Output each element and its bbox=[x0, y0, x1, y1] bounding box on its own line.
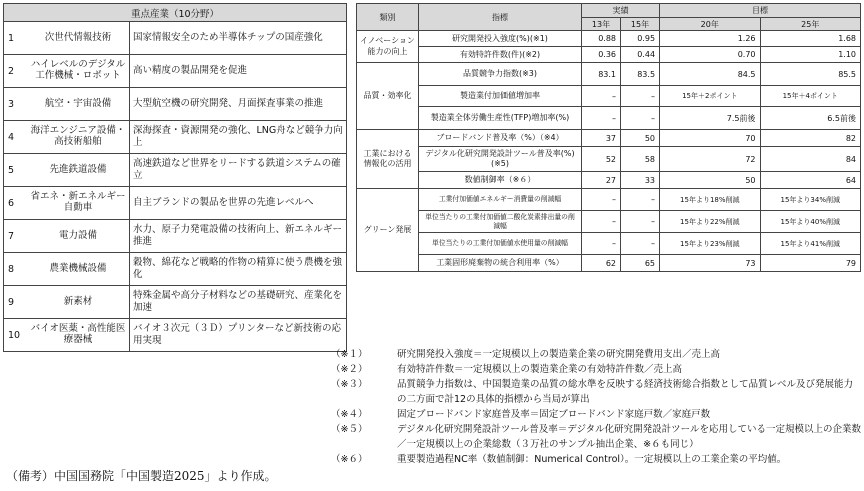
value-cell: 6.5前後 bbox=[760, 107, 861, 130]
value-cell: 0.70 bbox=[660, 47, 760, 63]
industry-description: 国家情報安全のため半導体チップの国産強化 bbox=[130, 22, 347, 55]
footnote-label: （※３） bbox=[331, 379, 368, 390]
value-cell: 15年＋2ポイント bbox=[660, 86, 760, 107]
value-cell: – bbox=[621, 86, 660, 107]
industry-number: 7 bbox=[4, 220, 28, 253]
value-cell: 15年より18%削減 bbox=[660, 189, 760, 211]
value-cell: – bbox=[582, 233, 621, 255]
industry-row bbox=[4, 286, 347, 319]
indicator-cell: 製造業全体労働生産性(TFP)増加率(%) bbox=[419, 107, 582, 130]
value-cell: 70 bbox=[660, 130, 760, 147]
value-cell: 58 bbox=[621, 147, 660, 172]
value-cell: 85.5 bbox=[760, 63, 861, 86]
target-header: 目標 bbox=[660, 4, 861, 18]
industry-row bbox=[4, 88, 347, 121]
industry-description: 特殊金属や高分子材料などの基礎研究、産業化を加速 bbox=[130, 286, 347, 319]
footnote-text: 有効特許件数＝一定規模以上の製造業企業の有効特許件数／売上高 bbox=[397, 364, 683, 375]
industry-number: 10 bbox=[4, 319, 28, 352]
footnote-text: 品質競争力指数は、中国製造業の品質の総水準を反映する経済技術総合指数として品質レベル及び発展能力の二方面で計12の具体的指標から当局が算出 bbox=[397, 379, 854, 405]
value-cell: 84.5 bbox=[660, 63, 760, 86]
industry-description: 自主ブランドの製品を世界の先進レベルへ bbox=[130, 187, 347, 220]
value-cell: – bbox=[621, 107, 660, 130]
source-note: （備考）中国国務院「中国製造2025」より作成。 bbox=[6, 469, 277, 483]
year-header: 13年 bbox=[582, 18, 621, 31]
value-cell: 0.44 bbox=[621, 47, 660, 63]
industry-number: 8 bbox=[4, 253, 28, 286]
category-cell: 工業における情報化の活用 bbox=[357, 130, 419, 189]
industry-description: 高速鉄道など世界をリードする鉄道システムの確立 bbox=[130, 154, 347, 187]
footnote bbox=[331, 452, 861, 467]
value-cell: 83.1 bbox=[582, 63, 621, 86]
key-industries-header: 重点産業（10分野） bbox=[4, 4, 347, 22]
value-cell: 82 bbox=[760, 130, 861, 147]
category-cell: イノベーション能力の向上 bbox=[357, 31, 419, 63]
indicator-cell: 品質競争力指数(※3) bbox=[419, 63, 582, 86]
value-cell: 15年より34%削減 bbox=[760, 189, 861, 211]
indicator-row bbox=[357, 189, 861, 211]
value-cell: 15年より22%削減 bbox=[660, 211, 760, 233]
industry-name: 電力設備 bbox=[27, 220, 130, 253]
value-cell: 7.5前後 bbox=[660, 107, 760, 130]
industry-row bbox=[4, 154, 347, 187]
indicator-row bbox=[357, 147, 861, 172]
indicator-cell: ブロードバンド普及率（%）（※4） bbox=[419, 130, 582, 147]
industry-name: 次世代情報技術 bbox=[27, 22, 130, 55]
value-cell: 52 bbox=[582, 147, 621, 172]
industry-row bbox=[4, 22, 347, 55]
indicator-row bbox=[357, 211, 861, 233]
footnote-text: 研究開発投入強度＝一定規模以上の製造業企業の研究開発費用支出／売上高 bbox=[397, 349, 721, 360]
industry-name: 省エネ・新エネルギー自動車 bbox=[27, 187, 130, 220]
indicator-cell: 単位当たりの工業付加価値水使用量の削減幅 bbox=[419, 233, 582, 255]
industry-number: 6 bbox=[4, 187, 28, 220]
footnote-text: デジタル化研究開発設計ツール普及率＝デジタル化研究開発設計ツールを応用している一定規模以上の企業数／一定規模以上の企業総数（３万社のサンプル抽出企業、※６も同じ） bbox=[397, 424, 861, 450]
indicator-row bbox=[357, 172, 861, 189]
footnote bbox=[331, 407, 861, 422]
value-cell: – bbox=[621, 233, 660, 255]
actual-header: 実績 bbox=[582, 4, 660, 18]
targets-table bbox=[356, 3, 861, 272]
indicator-cell: 工業固形廃棄物の統合利用率（%） bbox=[419, 255, 582, 272]
industry-name: バイオ医薬・高性能医療器械 bbox=[27, 319, 130, 352]
value-cell: 15年より40%削減 bbox=[760, 211, 861, 233]
indicator-row bbox=[357, 255, 861, 272]
indicator-cell: 工業付加価値エネルギー消費量の削減幅 bbox=[419, 189, 582, 211]
category-header: 類別 bbox=[357, 4, 419, 31]
industry-number: 4 bbox=[4, 121, 28, 154]
industry-description: 水力、原子力発電設備の技術向上、新エネルギー推進 bbox=[130, 220, 347, 253]
industry-description: 穀物、綿花など戦略的作物の精算に使う農機を強化 bbox=[130, 253, 347, 286]
indicator-cell: 数値制御率（※６） bbox=[419, 172, 582, 189]
value-cell: 0.95 bbox=[621, 31, 660, 47]
indicator-cell: デジタル化研究開発設計ツール普及率(%)(※5) bbox=[419, 147, 582, 172]
industry-row bbox=[4, 220, 347, 253]
indicator-header: 指標 bbox=[419, 4, 582, 31]
value-cell: 73 bbox=[660, 255, 760, 272]
footnote-label: （※６） bbox=[331, 454, 368, 465]
industry-description: 大型航空機の研究開発、月面探査事業の推進 bbox=[130, 88, 347, 121]
value-cell: – bbox=[582, 189, 621, 211]
industry-description: バイオ３次元（３Ｄ）プリンターなど新技術の応用実現 bbox=[130, 319, 347, 352]
footnotes bbox=[331, 347, 861, 467]
value-cell: 27 bbox=[582, 172, 621, 189]
category-cell: 品質・効率化 bbox=[357, 63, 419, 130]
year-header: 25年 bbox=[760, 18, 861, 31]
indicator-cell: 研究開発投入強度(%)(※1) bbox=[419, 31, 582, 47]
value-cell: 1.26 bbox=[660, 31, 760, 47]
indicator-row bbox=[357, 63, 861, 86]
value-cell: 84 bbox=[760, 147, 861, 172]
indicator-row bbox=[357, 47, 861, 63]
value-cell: 1.68 bbox=[760, 31, 861, 47]
industry-row bbox=[4, 319, 347, 352]
industry-description: 高い精度の製品開発を促進 bbox=[130, 55, 347, 88]
value-cell: 15年＋4ポイント bbox=[760, 86, 861, 107]
value-cell: 0.88 bbox=[582, 31, 621, 47]
footnote bbox=[331, 347, 861, 362]
indicator-row bbox=[357, 233, 861, 255]
value-cell: 33 bbox=[621, 172, 660, 189]
indicator-row bbox=[357, 130, 861, 147]
footnote bbox=[331, 422, 861, 452]
value-cell: 83.5 bbox=[621, 63, 660, 86]
value-cell: – bbox=[582, 107, 621, 130]
industry-row bbox=[4, 55, 347, 88]
footnote bbox=[331, 377, 861, 407]
industry-name: 農業機械設備 bbox=[27, 253, 130, 286]
industry-number: 9 bbox=[4, 286, 28, 319]
indicator-cell: 有効特許件数(件)(※2) bbox=[419, 47, 582, 63]
value-cell: 37 bbox=[582, 130, 621, 147]
value-cell: 50 bbox=[660, 172, 760, 189]
value-cell: 15年より23%削減 bbox=[660, 233, 760, 255]
footnote-text: 重要製造過程NC率（数値制御：Numerical Control）。一定規模以上の工業企業の平均値。 bbox=[397, 454, 787, 465]
value-cell: – bbox=[582, 86, 621, 107]
industry-number: 5 bbox=[4, 154, 28, 187]
footnote-text: 固定ブロードバンド家庭普及率＝固定ブロードバンド家庭戸数／家庭戸数 bbox=[397, 409, 711, 420]
category-cell: グリーン発展 bbox=[357, 189, 419, 272]
industry-description: 深海探査・資源開発の強化、LNG舟など競争力向上 bbox=[130, 121, 347, 154]
value-cell: 1.10 bbox=[760, 47, 861, 63]
value-cell: 65 bbox=[621, 255, 660, 272]
value-cell: 50 bbox=[621, 130, 660, 147]
industry-row bbox=[4, 121, 347, 154]
industry-name: 航空・宇宙設備 bbox=[27, 88, 130, 121]
value-cell: 0.36 bbox=[582, 47, 621, 63]
industry-name: ハイレベルのデジタル工作機械・ロボット bbox=[27, 55, 130, 88]
indicator-row bbox=[357, 31, 861, 47]
value-cell: 64 bbox=[760, 172, 861, 189]
industry-number: 1 bbox=[4, 22, 28, 55]
value-cell: 79 bbox=[760, 255, 861, 272]
industry-name: 先進鉄道設備 bbox=[27, 154, 130, 187]
year-header: 20年 bbox=[660, 18, 760, 31]
footnote bbox=[331, 362, 861, 377]
value-cell: – bbox=[621, 189, 660, 211]
industry-name: 新素材 bbox=[27, 286, 130, 319]
industry-number: 3 bbox=[4, 88, 28, 121]
industry-row bbox=[4, 253, 347, 286]
footnote-label: （※２） bbox=[331, 364, 368, 375]
indicator-row bbox=[357, 107, 861, 130]
indicator-cell: 単位当たりの工業付加価値二酸化炭素排出量の削減幅 bbox=[419, 211, 582, 233]
footnote-label: （※５） bbox=[331, 424, 368, 435]
footnote-label: （※１） bbox=[331, 349, 368, 360]
value-cell: 62 bbox=[582, 255, 621, 272]
value-cell: – bbox=[621, 211, 660, 233]
value-cell: 15年より41%削減 bbox=[760, 233, 861, 255]
key-industries-table bbox=[3, 3, 347, 352]
value-cell: 72 bbox=[660, 147, 760, 172]
industry-row bbox=[4, 187, 347, 220]
indicator-row bbox=[357, 86, 861, 107]
footnote-label: （※４） bbox=[331, 409, 368, 420]
indicator-cell: 製造業付加価値増加率 bbox=[419, 86, 582, 107]
industry-name: 海洋エンジニア設備・高技術船舶 bbox=[27, 121, 130, 154]
year-header: 15年 bbox=[621, 18, 660, 31]
value-cell: – bbox=[582, 211, 621, 233]
industry-number: 2 bbox=[4, 55, 28, 88]
